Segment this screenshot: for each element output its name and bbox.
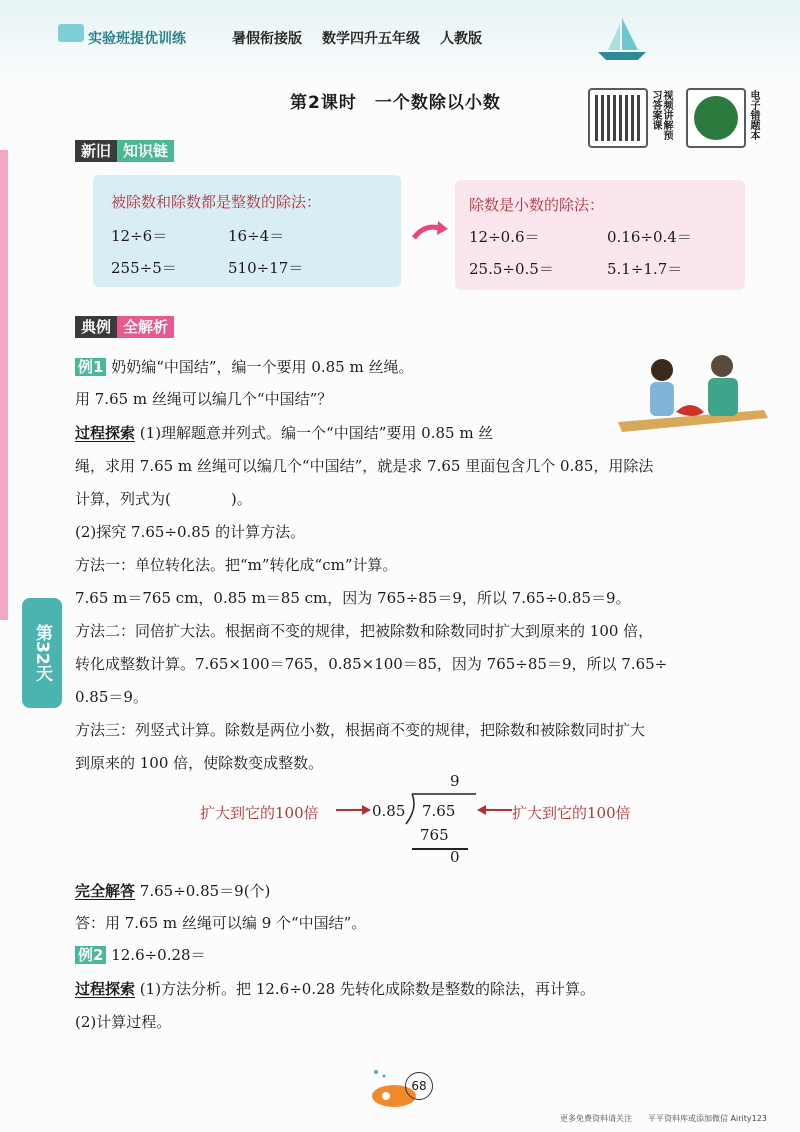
edition: 暑假衔接版	[232, 31, 302, 47]
decimal-item: 0.16÷0.4＝	[607, 228, 692, 246]
ex2-p1: (1)方法分析。把 12.6÷0.28 先转化成除数是整数的除法，再计算。	[139, 980, 595, 998]
day-tab: 第32天	[22, 598, 62, 708]
product: 765	[420, 826, 449, 844]
answer-line	[75, 880, 270, 901]
ex2-question: 12.6÷0.28＝	[111, 946, 206, 964]
decimal-box-heading: 除数是小数的除法：	[469, 196, 605, 214]
tag-part-b: 知识链	[117, 140, 174, 162]
lesson-title: 第2课时 一个数除以小数	[290, 93, 501, 113]
decimal-item: 5.1÷1.7＝	[607, 260, 683, 278]
ex1-line1	[75, 356, 413, 377]
arrow-left-icon	[476, 803, 512, 817]
section-tag-knowledge	[75, 140, 174, 162]
ex1-label: 例1	[75, 358, 106, 376]
ex2-label: 例2	[75, 946, 106, 964]
page-edge-stripe	[0, 150, 8, 620]
qr-code-wrong-book[interactable]	[686, 88, 746, 148]
subtraction-line	[412, 848, 468, 850]
ex2-line1	[75, 944, 206, 965]
arrow-right-icon	[336, 803, 372, 817]
integer-item: 12÷6＝	[111, 227, 168, 245]
ex1-p1c: 计算，列式为( )。	[75, 490, 252, 508]
integer-box-heading: 被除数和除数都是整数的除法：	[111, 193, 322, 211]
ex1-explore	[75, 422, 493, 443]
decimal-item: 25.5÷0.5＝	[469, 260, 554, 278]
footer-note: 更多免费资料请关注 平平资料库或添加微信 Airity123	[560, 1114, 767, 1123]
decimal-item: 12÷0.6＝	[469, 228, 540, 246]
grade: 数学四升五年级	[322, 31, 420, 47]
remainder: 0	[450, 848, 460, 866]
sailboat-icon	[592, 14, 652, 64]
ex2-p2: (2)计算过程。	[75, 1013, 172, 1031]
tag-part-a: 典例	[75, 316, 117, 338]
ex1-p1b: 绳，求用 7.65 m 丝绳可以编几个“中国结”，就是求 7.65 里面包含几个 0.85，用除法	[75, 457, 654, 475]
section-tag-examples	[75, 316, 174, 338]
method1-detail: 7.65 m＝765 cm，0.85 m＝85 cm，因为 765÷85＝9，所以 7.65÷0.85＝9。	[75, 589, 631, 607]
integer-item: 16÷4＝	[228, 227, 285, 245]
tag-part-a: 新旧	[75, 140, 117, 162]
explore-label: 过程探索	[75, 980, 136, 998]
ex2-explore	[75, 978, 595, 999]
tag-part-b: 全解析	[117, 316, 174, 338]
integer-item: 255÷5＝	[111, 259, 177, 277]
integer-item: 510÷17＝	[228, 259, 304, 277]
method3-a: 方法三：列竖式计算。除数是两位小数，根据商不变的规律，把除数和被除数同时扩大	[75, 721, 646, 739]
method2-a: 方法二：同倍扩大法。根据商不变的规律，把被除数和除数同时扩大到原来的 100 倍，	[75, 622, 654, 640]
grandma-knitting-illustration	[614, 352, 770, 442]
integer-division-box	[93, 175, 401, 287]
qr-wrong-label: 电子错题本	[748, 90, 759, 140]
qr-video-label: 视频讲解预习答案课	[650, 90, 672, 140]
ex1-p1a: (1)理解题意并列式。编一个“中国结”要用 0.85 m 丝	[139, 424, 494, 442]
answer-text: 答：用 7.65 m 丝绳可以编 9 个“中国结”。	[75, 914, 367, 932]
page-number: 68	[405, 1072, 433, 1100]
dividend: 7.65	[422, 802, 456, 820]
qr-code-video[interactable]	[588, 88, 648, 148]
dividend-scale-note: 扩大到它的100倍	[512, 804, 631, 822]
series-logo	[58, 24, 84, 42]
quotient: 9	[450, 772, 460, 790]
ex1-p2: (2)探究 7.65÷0.85 的计算方法。	[75, 523, 306, 541]
ex1-question: 奶奶编“中国结”，编一个要用 0.85 m 丝绳。	[111, 358, 414, 376]
divisor-scale-note: 扩大到它的100倍	[200, 804, 319, 822]
ex1-line2: 用 7.65 m 丝绳可以编几个“中国结”？	[75, 390, 333, 408]
divisor: 0.85	[372, 802, 406, 820]
method3-b: 到原来的 100 倍，使除数变成整数。	[75, 754, 324, 772]
explore-label: 过程探索	[75, 424, 136, 442]
series-name: 实验班提优训练	[88, 31, 186, 47]
method2-c: 0.85＝9。	[75, 688, 148, 706]
method1: 方法一：单位转化法。把“m”转化成“cm”计算。	[75, 556, 398, 574]
decimal-division-box	[455, 180, 745, 290]
publisher: 人教版	[440, 31, 482, 47]
answer-equation: 7.65÷0.85＝9(个)	[139, 882, 271, 900]
answer-label: 完全解答	[75, 882, 136, 900]
method2-b: 转化成整数计算。7.65×100＝765，0.85×100＝85，因为 765÷85＝9，所以 7.65÷	[75, 655, 668, 673]
curved-arrow-icon	[410, 218, 450, 244]
